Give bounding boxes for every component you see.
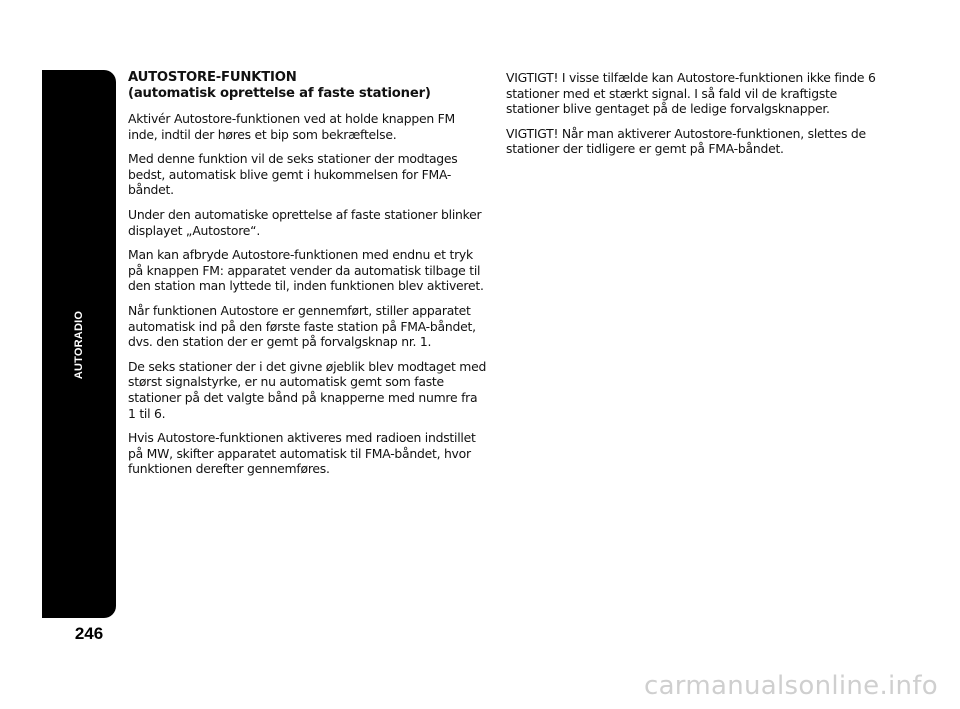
paragraph: Under den automatiske oprettelse af faste stationer blinker displayet „Autostore“. [128, 206, 482, 238]
paragraph: Hvis Autostore-funktionen aktiveres med radioen indstillet på MW, skifter apparatet automatisk til FMA-båndet, hvor funktionen derefter gennemføres. [128, 430, 476, 477]
right-column [506, 70, 876, 166]
left-column [128, 70, 488, 486]
paragraph: De seks stationer der i det givne øjeblik blev modtaget med størst signalstyrke, er nu automatisk gemt som faste stationer på det valgte bånd på knapperne med numre fra 1 til 6. [128, 358, 487, 421]
paragraph: Når funktionen Autostore er gennemført, stiller apparatet automatisk ind på den første faste station på FMA-båndet, dvs. den station der er gemt på forvalgsknap nr. 1. [128, 302, 476, 350]
paragraph: Man kan afbryde Autostore-funktionen med endnu et tryk på knappen FM: apparatet vender da automatisk tilbage til den station man lyttede til, inden funktionen blev aktiveret. [128, 247, 484, 294]
section-label: AUTORADIO [73, 310, 85, 380]
section-heading [128, 70, 488, 102]
watermark-text[interactable]: carmanualsonline.info [643, 671, 938, 701]
paragraph: Med denne funktion vil de seks stationer der modtages bedst, automatisk blive gemt i hukommelsen for FMA-båndet. [128, 151, 458, 198]
warning-paragraph: VIGTIGT! Når man aktiverer Autostore-funktionen, slettes de stationer der tidligere er gemt på FMA-båndet. [506, 125, 866, 157]
paragraph: Aktivér Autostore-funktionen ved at holde knappen FM inde, indtil der høres et bip som bekræftelse. [128, 111, 455, 142]
heading-line-2: (automatisk oprettelse af faste stationer) [128, 86, 431, 101]
warning-paragraph: VIGTIGT! I visse tilfælde kan Autostore-funktionen ikke finde 6 stationer med et stærkt signal. I så fald vil de kraftigste stationer blive gentaget på de ledige forvalgsknapper. [506, 70, 876, 117]
heading-line-1: AUTOSTORE-FUNKTION [128, 70, 297, 85]
page-number: 246 [74, 624, 104, 643]
